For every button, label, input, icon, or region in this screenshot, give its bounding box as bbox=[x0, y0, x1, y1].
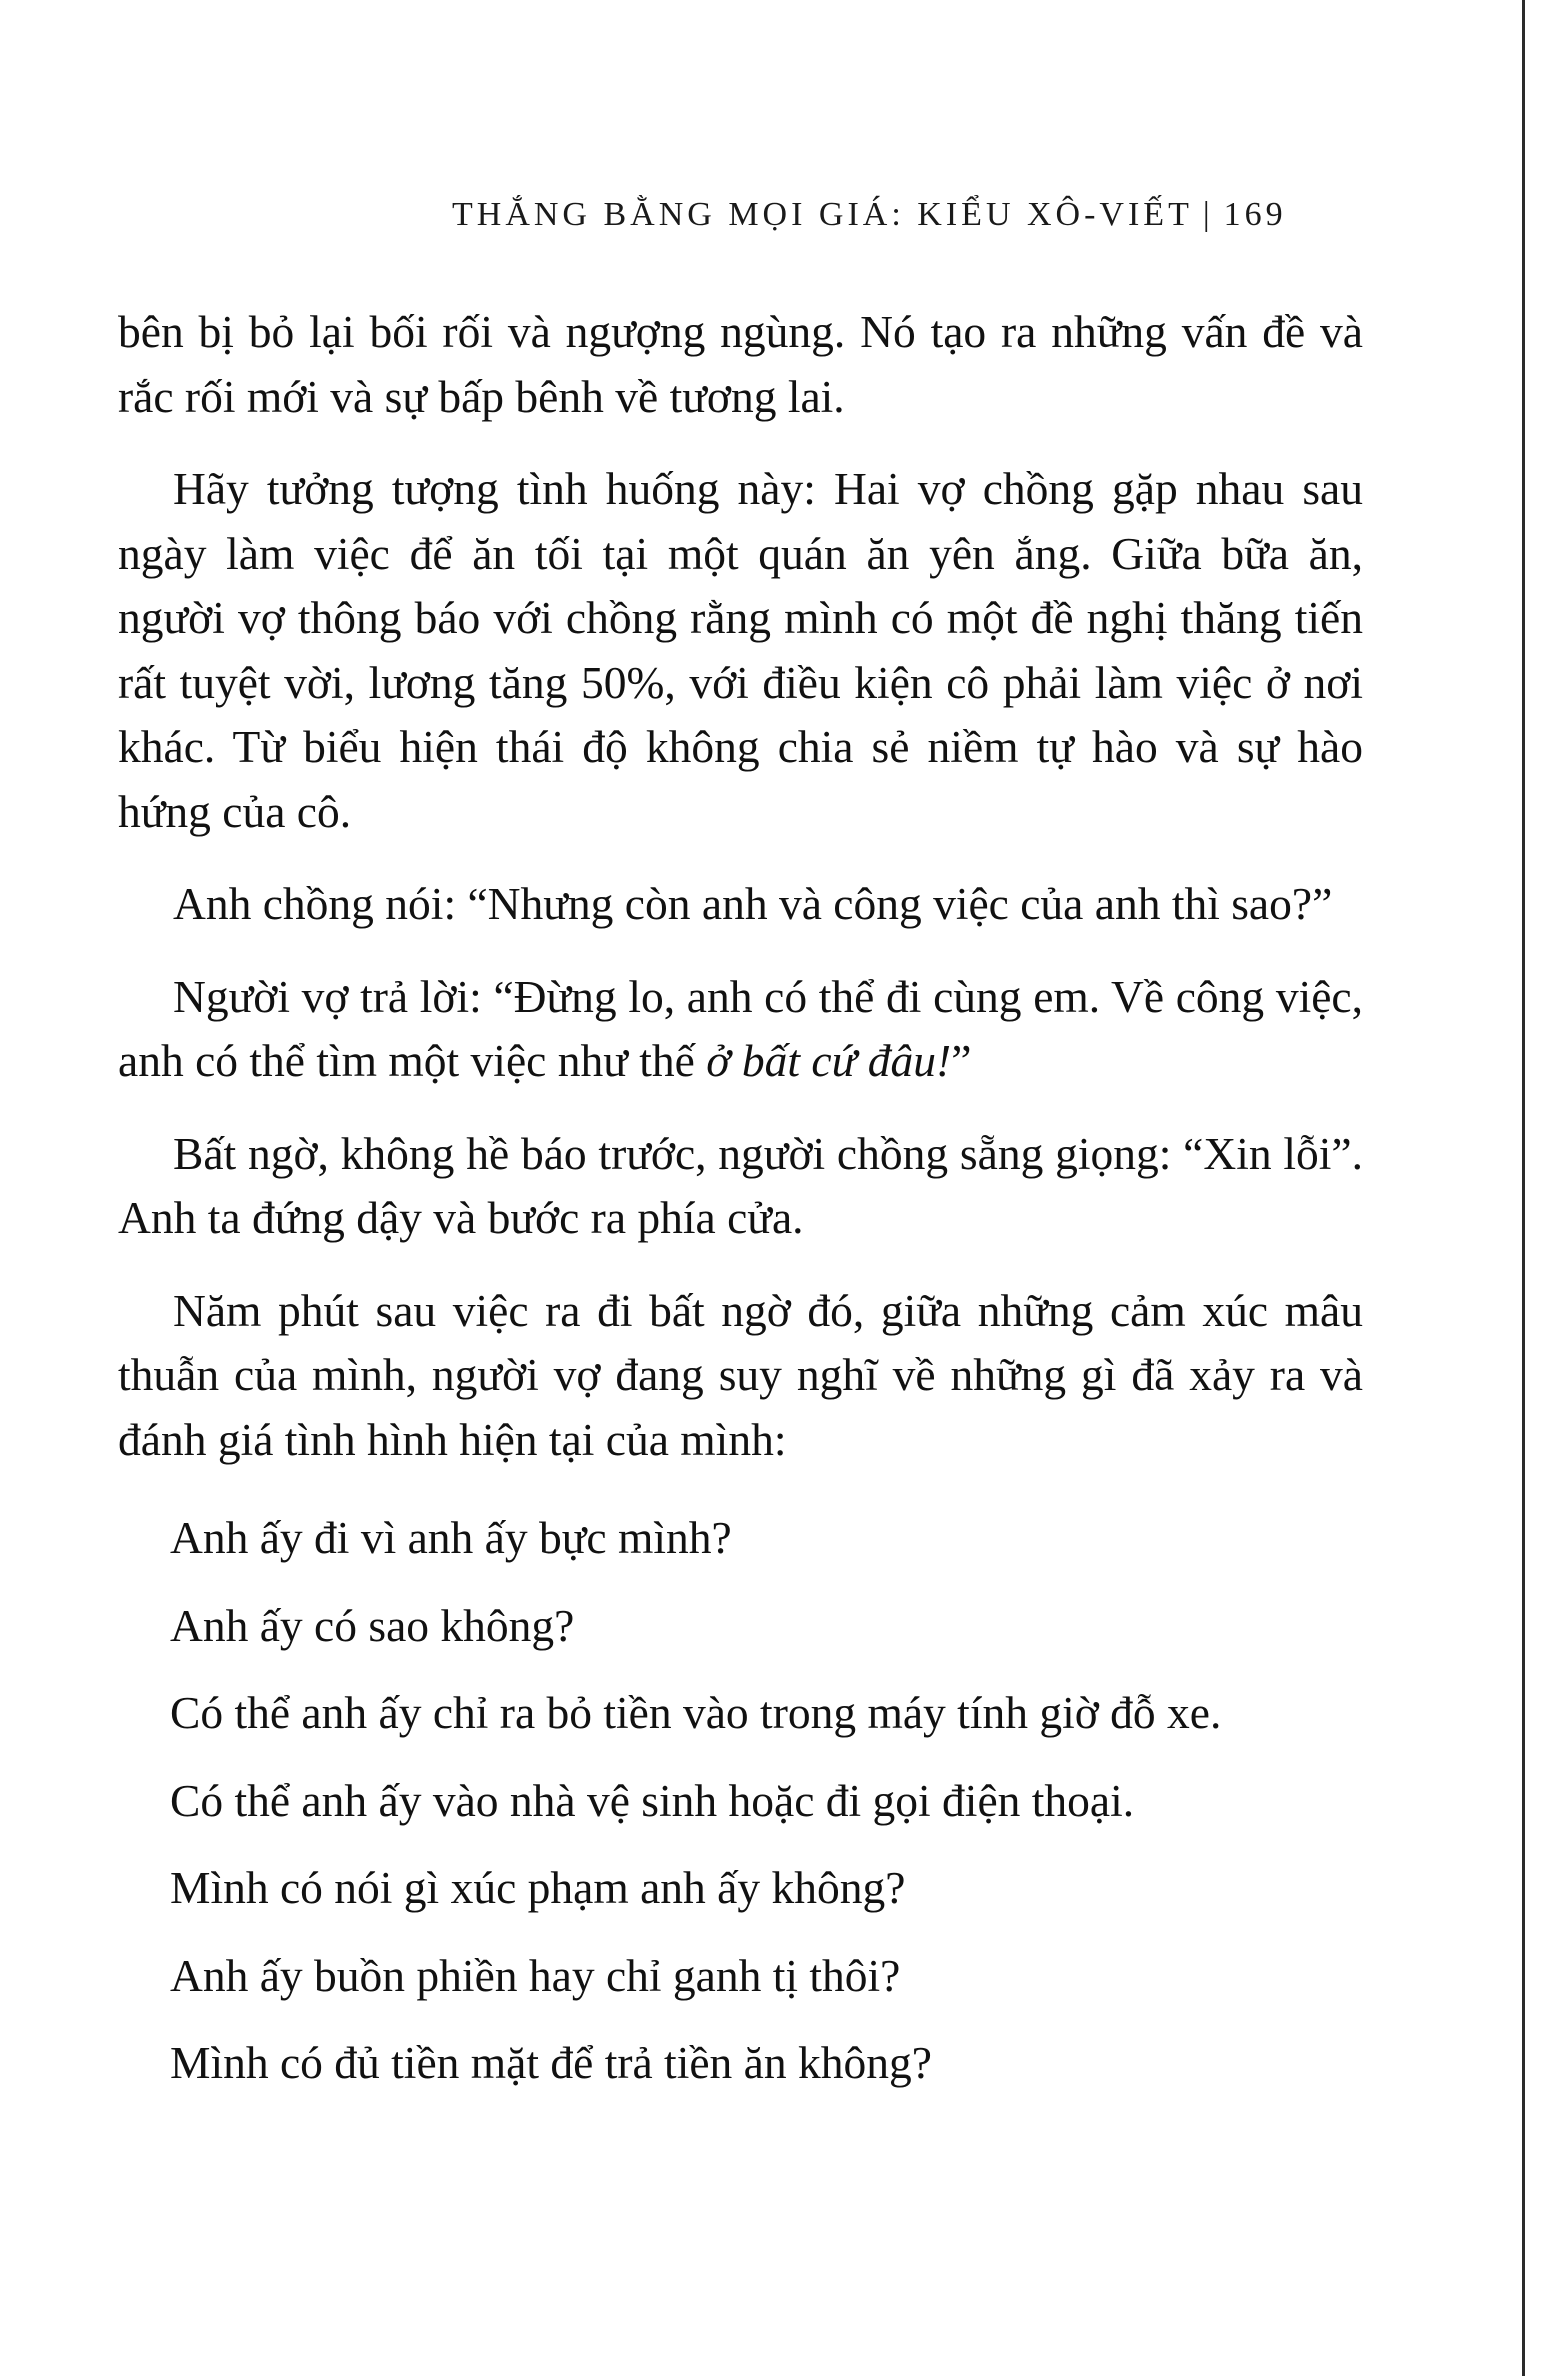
paragraph: bên bị bỏ lại bối rối và ngượng ngùng. Nó tạo ra những vấn đề và rắc rối mới và sự bấp bênh về tương lai. bbox=[118, 306, 1363, 422]
paragraph: Hãy tưởng tượng tình huống này: Hai vợ chồng gặp nhau sau ngày làm việc để ăn tối tại một quán ăn yên ắng. Giữa bữa ăn, người vợ thông báo với chồng rằng mình có một đề nghị thăng tiến rất tuyệt vời, lương tăng 50%, với điều kiện cô phải làm việc ở nơi khác. Từ biểu hiện thái độ không chia sẻ niềm tự hào và sự hào hứng của cô. bbox=[118, 463, 1363, 837]
paragraph: Bất ngờ, không hề báo trước, người chồng sẵng giọng: “Xin lỗi”. Anh ta đứng dậy và bước ra phía cửa. bbox=[118, 1127, 1363, 1243]
paragraph: Anh chồng nói: “Nhưng còn anh và công việc của anh thì sao?” bbox=[173, 878, 1333, 929]
paragraph-text: Người vợ trả lời: “Đừng lo, anh có thể đi cùng em. Về công việc, anh có thể tìm một việc như thế bbox=[118, 970, 1363, 1086]
thought-item: Có thể anh ấy vào nhà vệ sinh hoặc đi gọi điện thoại. bbox=[170, 1774, 1135, 1826]
paragraph-text: ” bbox=[951, 1035, 972, 1086]
body-text bbox=[118, 300, 1363, 2119]
paragraph: Năm phút sau việc ra đi bất ngờ đó, giữa những cảm xúc mâu thuẫn của mình, người vợ đang suy nghĩ về những gì đã xảy ra và đánh giá tình hình hiện tại của mình: bbox=[118, 1284, 1363, 1465]
running-head bbox=[452, 196, 1362, 234]
running-head-title: THẮNG BẰNG MỌI GIÁ: KIỂU XÔ-VIẾT bbox=[452, 196, 1193, 233]
thought-item: Anh ấy có sao không? bbox=[170, 1599, 575, 1651]
paragraph bbox=[118, 965, 1363, 1094]
thought-list bbox=[118, 1506, 1363, 2096]
thought-item: Mình có đủ tiền mặt để trả tiền ăn không? bbox=[170, 2037, 932, 2088]
thought-item: Có thể anh ấy chỉ ra bỏ tiền vào trong máy tính giờ đỗ xe. bbox=[170, 1687, 1222, 1738]
page-edge-line bbox=[1522, 0, 1525, 2376]
running-head-separator: | bbox=[1202, 196, 1214, 233]
thought-item: Anh ấy đi vì anh ấy bực mình? bbox=[170, 1512, 732, 1563]
page-number: 169 bbox=[1223, 196, 1287, 233]
thought-item: Anh ấy buồn phiền hay chỉ ganh tị thôi? bbox=[170, 1949, 901, 2001]
thought-item: Mình có nói gì xúc phạm anh ấy không? bbox=[170, 1862, 906, 1913]
paragraph-italic-text: ở bất cứ đâu! bbox=[706, 1035, 952, 1086]
